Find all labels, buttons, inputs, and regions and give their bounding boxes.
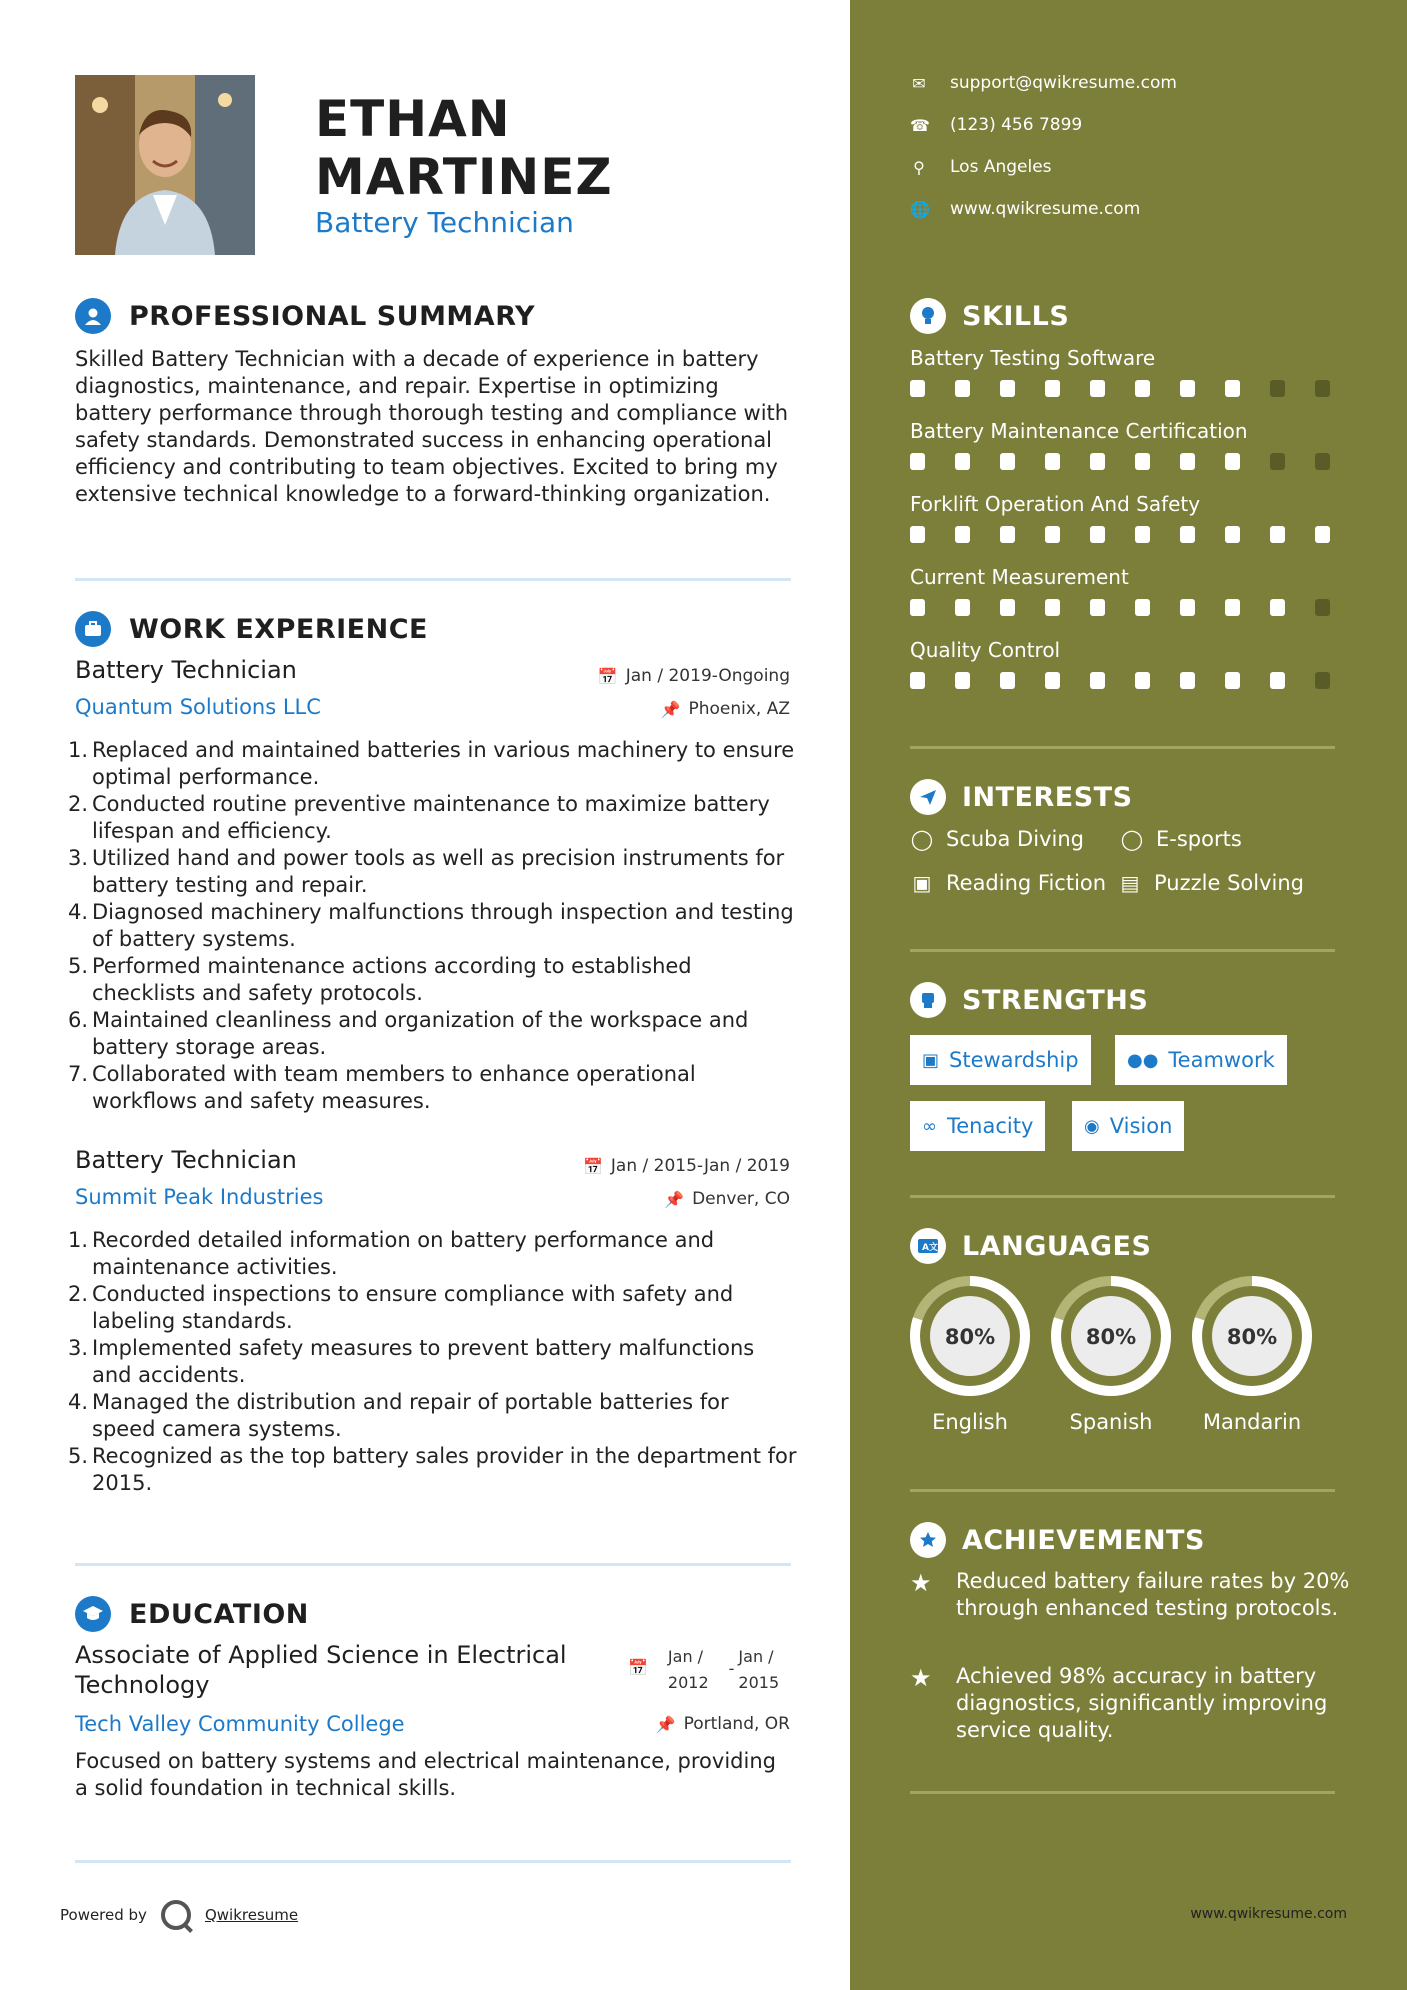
skill-item: [910, 346, 1350, 397]
job-2-company: Summit Peak Industries: [75, 1185, 324, 1209]
job-2-title: Battery Technician: [75, 1146, 297, 1174]
language-ring: [1190, 1274, 1314, 1398]
achievement-item: ★ Reduced battery failure rates by 20% through enhanced testing protocols.: [910, 1569, 1350, 1620]
interests-heading: [910, 779, 1133, 815]
users-icon: ●●: [1127, 1049, 1159, 1071]
skill-dot-filled: [1000, 672, 1015, 689]
skills-title: SKILLS: [962, 300, 1070, 332]
language-percent: 80%: [1226, 1325, 1278, 1349]
skill-dot-filled: [1180, 672, 1195, 689]
sidebar-divider: [910, 746, 1335, 749]
education-location-text: Portland, OR: [683, 1714, 790, 1734]
last-name: MARTINEZ: [315, 148, 613, 206]
skill-dot-filled: [1135, 526, 1150, 543]
skill-dot-filled: [910, 599, 925, 616]
gamepad-icon: ▣: [912, 871, 932, 895]
briefcase-icon: ▣: [922, 1049, 940, 1071]
skill-dot-filled: [955, 380, 970, 397]
envelope-icon: ✉: [912, 73, 926, 93]
list-item: 4. Managed the distribution and repair of portable batteries for speed camera systems.: [68, 1390, 729, 1441]
achievement-item: ★ Achieved 98% accuracy in battery diagnostics, significantly improving service quality.: [910, 1664, 1328, 1742]
book-icon: ▤: [1120, 871, 1140, 895]
sidebar-divider: [910, 1791, 1335, 1794]
skill-rating: [910, 380, 1350, 397]
skill-dot-filled: [1000, 380, 1015, 397]
skills-heading: [910, 298, 1069, 334]
language-item: [908, 1274, 1032, 1434]
first-name: ETHAN: [315, 90, 511, 148]
life-ring-icon: ◯: [1120, 827, 1144, 851]
skill-dot-filled: [1225, 380, 1240, 397]
sidebar: [850, 0, 1407, 1990]
language-name: English: [932, 1410, 1008, 1434]
skill-dot-filled: [1045, 526, 1060, 543]
skill-rating: [910, 672, 1350, 689]
sidebar-divider: [910, 949, 1335, 952]
education-dates: [628, 1644, 779, 1696]
interests-title: INTERESTS: [962, 781, 1133, 813]
life-ring-icon: ◯: [910, 827, 934, 851]
summary-text: Skilled Battery Technician with a decade of experience in battery diagnostics, maintenance, and repair. Expertise in optimizing battery performance through thorough testing and compliance with safety standards. Demonstrated success in enhancing operational efficiency and contributing to team objectives. Excited to bring my extensive technical knowledge to a forward-thinking organization.: [75, 347, 789, 506]
briefcase-icon: [75, 611, 111, 647]
skill-dot-filled: [1045, 380, 1060, 397]
job-1-title: Battery Technician: [75, 656, 297, 684]
education-location: [656, 1714, 790, 1734]
strength-chip: ◉ Vision: [1072, 1101, 1184, 1151]
skill-dot-filled: [1090, 380, 1105, 397]
job-1-location-text: Phoenix, AZ: [688, 699, 790, 719]
fist-icon: [910, 982, 946, 1018]
skill-dot-filled: [955, 672, 970, 689]
job-2-bullets: [68, 1227, 798, 1497]
skill-dot-filled: [910, 453, 925, 470]
degree-title: Associate of Applied Science in Electrical Technology: [75, 1641, 567, 1699]
skill-rating: [910, 526, 1350, 543]
contact-email[interactable]: [910, 73, 1177, 93]
education-end: - Jan / 2015: [728, 1647, 780, 1692]
education-heading: [75, 1596, 309, 1632]
education-title: EDUCATION: [129, 1598, 309, 1630]
summary-heading: [75, 298, 535, 334]
language-icon: [910, 1228, 946, 1264]
strengths-heading: [910, 982, 1148, 1018]
job-2-location: [664, 1189, 790, 1209]
skill-dot-filled: [1315, 526, 1330, 543]
section-divider: [75, 1860, 791, 1863]
pin-icon: 📌: [655, 1714, 676, 1734]
skill-name: Quality Control: [910, 638, 1061, 662]
skill-dot-filled: [1090, 526, 1105, 543]
skill-name: Battery Testing Software: [910, 346, 1156, 370]
skill-dot-filled: [1045, 672, 1060, 689]
skill-dot-filled: [1270, 526, 1285, 543]
skill-dot-filled: [1135, 599, 1150, 616]
interest-item: ▣ Reading Fiction: [910, 871, 1106, 895]
sidebar-divider: [910, 1489, 1335, 1492]
qwikresume-link[interactable]: Qwikresume: [204, 1906, 299, 1924]
skill-dot-filled: [1090, 599, 1105, 616]
list-item: 3. Implemented safety measures to prevent battery malfunctions and accidents.: [68, 1336, 755, 1387]
skill-item: [910, 638, 1350, 689]
calendar-icon: 📅: [628, 1658, 648, 1677]
skill-rating: [910, 599, 1350, 616]
powered-by-label: Powered by: [60, 1906, 147, 1924]
skill-dot-empty: [1315, 380, 1330, 397]
languages-heading: [910, 1228, 1151, 1264]
languages-title: LANGUAGES: [962, 1230, 1152, 1262]
skill-dot-filled: [1270, 672, 1285, 689]
star-icon: ★: [910, 1569, 932, 1597]
list-item: 2. Conducted inspections to ensure compliance with safety and labeling standards.: [68, 1282, 734, 1333]
svg-text:文: 文: [929, 1243, 939, 1253]
education-start: Jan / 2012: [667, 1647, 709, 1692]
skill-dot-empty: [1315, 599, 1330, 616]
skill-dot-filled: [1225, 526, 1240, 543]
strength-chip: ∞ Tenacity: [910, 1101, 1045, 1151]
lightbulb-icon: [910, 298, 946, 334]
globe-icon: 🌐: [910, 199, 930, 219]
education-description: Focused on battery systems and electrical maintenance, providing a solid foundation in technical skills.: [75, 1749, 776, 1800]
skill-dot-filled: [1090, 453, 1105, 470]
location-text: Los Angeles: [950, 157, 1052, 177]
footer-website[interactable]: www.qwikresume.com: [1190, 1906, 1347, 1922]
list-item: 1. Recorded detailed information on battery performance and maintenance activities.: [68, 1228, 715, 1279]
star-icon: ★: [910, 1664, 932, 1692]
interest-item: ◯ E-sports: [1120, 827, 1242, 851]
skill-dot-filled: [1225, 672, 1240, 689]
powered-by: [60, 1900, 298, 1930]
strength-chip: ●● Teamwork: [1115, 1035, 1287, 1085]
skill-dot-filled: [1225, 453, 1240, 470]
interest-item: ▤ Puzzle Solving: [1118, 871, 1304, 895]
interest-item: ◯ Scuba Diving: [910, 827, 1084, 851]
skill-name: Forklift Operation And Safety: [910, 492, 1201, 516]
skill-dot-filled: [1180, 453, 1195, 470]
skill-name: Current Measurement: [910, 565, 1129, 589]
sidebar-divider: [910, 1195, 1335, 1198]
skill-dot-empty: [1315, 672, 1330, 689]
binoculars-icon: ◉: [1084, 1115, 1100, 1137]
list-item: 6. Maintained cleanliness and organization of the workspace and battery storage areas.: [68, 1008, 749, 1059]
phone-icon: ☎: [910, 115, 930, 135]
skill-dot-filled: [1135, 672, 1150, 689]
strengths-title: STRENGTHS: [962, 984, 1149, 1016]
job-1-dates: [598, 666, 790, 686]
skill-dot-filled: [1180, 599, 1195, 616]
skill-dot-filled: [1045, 599, 1060, 616]
skill-dot-filled: [910, 672, 925, 689]
skill-dot-filled: [955, 599, 970, 616]
language-ring: [908, 1274, 1032, 1398]
skill-dot-empty: [1270, 380, 1285, 397]
paper-plane-icon: [910, 779, 946, 815]
skill-dot-filled: [955, 526, 970, 543]
skill-dot-filled: [1180, 526, 1195, 543]
list-item: 7. Collaborated with team members to enhance operational workflows and safety measures.: [68, 1062, 696, 1113]
section-divider: [75, 578, 791, 581]
skill-rating: [910, 453, 1350, 470]
job-1-company: Quantum Solutions LLC: [75, 695, 321, 719]
pin-icon: 📌: [660, 699, 681, 719]
skill-item: [910, 419, 1350, 470]
job-1-bullets: [68, 737, 798, 1115]
skill-name: Battery Maintenance Certification: [910, 419, 1248, 443]
school-name: Tech Valley Community College: [75, 1712, 405, 1736]
calendar-icon: 📅: [582, 1156, 603, 1176]
contact-website[interactable]: [910, 199, 1140, 219]
skill-dot-filled: [910, 380, 925, 397]
job-1-location: [661, 699, 790, 719]
skill-dot-filled: [1135, 453, 1150, 470]
list-item: 3. Utilized hand and power tools as well as precision instruments for battery testing and repair.: [68, 846, 785, 897]
location-pin-icon: ⚲: [913, 157, 925, 177]
skill-dot-filled: [1000, 526, 1015, 543]
skill-dot-filled: [1000, 453, 1015, 470]
skill-dot-filled: [1045, 453, 1060, 470]
skill-dot-filled: [1000, 599, 1015, 616]
summary-title: PROFESSIONAL SUMMARY: [129, 300, 536, 332]
list-item: 5. Performed maintenance actions according to established checklists and safety protocols.: [68, 954, 692, 1005]
language-percent: 80%: [1085, 1325, 1137, 1349]
skill-dot-filled: [1225, 599, 1240, 616]
language-percent: 80%: [944, 1325, 996, 1349]
svg-text:A: A: [922, 1243, 929, 1253]
user-icon: [75, 298, 111, 334]
language-name: Spanish: [1069, 1410, 1153, 1434]
phone-text: (123) 456 7899: [950, 115, 1083, 135]
skill-dot-filled: [1135, 380, 1150, 397]
job-2-dates: [583, 1156, 790, 1176]
language-name: Mandarin: [1202, 1410, 1302, 1434]
language-ring: [1049, 1274, 1173, 1398]
website-text: www.qwikresume.com: [950, 199, 1141, 219]
skill-dot-empty: [1270, 453, 1285, 470]
list-item: 4. Diagnosed machinery malfunctions through inspection and testing of battery systems.: [68, 900, 794, 951]
achievements-title: ACHIEVEMENTS: [962, 1524, 1205, 1556]
candidate-job-title: Battery Technician: [315, 206, 574, 239]
experience-title: WORK EXPERIENCE: [129, 613, 428, 645]
email-text: support@qwikresume.com: [950, 73, 1177, 93]
strength-chip: ▣ Stewardship: [910, 1035, 1091, 1085]
skill-item: [910, 492, 1350, 543]
job-2-dates-text: Jan / 2015-Jan / 2019: [610, 1156, 790, 1176]
skill-dot-empty: [1315, 453, 1330, 470]
list-item: 1. Replaced and maintained batteries in various machinery to ensure optimal performance.: [68, 738, 795, 789]
experience-heading: [75, 611, 428, 647]
skill-dot-filled: [1090, 672, 1105, 689]
language-item: [1049, 1274, 1173, 1434]
language-item: [1190, 1274, 1314, 1434]
qwikresume-logo-icon: [161, 1900, 191, 1930]
list-item: 2. Conducted routine preventive maintenance to maximize battery lifespan and efficiency.: [68, 792, 770, 843]
skill-item: [910, 565, 1350, 616]
skill-dot-filled: [1270, 599, 1285, 616]
graduation-cap-icon: [75, 1596, 111, 1632]
section-divider: [75, 1563, 791, 1566]
contact-phone[interactable]: [910, 115, 1082, 135]
profile-photo: [75, 75, 255, 255]
skill-dot-filled: [1180, 380, 1195, 397]
job-1-dates-text: Jan / 2019-Ongoing: [625, 666, 790, 686]
skill-dot-filled: [955, 453, 970, 470]
link-icon: ∞: [922, 1115, 937, 1137]
job-2-location-text: Denver, CO: [692, 1189, 790, 1209]
star-badge-icon: [910, 1522, 946, 1558]
skill-dot-filled: [910, 526, 925, 543]
pin-icon: 📌: [664, 1189, 685, 1209]
calendar-icon: 📅: [597, 666, 618, 686]
candidate-name: [315, 90, 613, 206]
list-item: 5. Recognized as the top battery sales provider in the department for 2015.: [68, 1444, 797, 1495]
contact-location: [910, 157, 1052, 177]
achievements-heading: [910, 1522, 1205, 1558]
